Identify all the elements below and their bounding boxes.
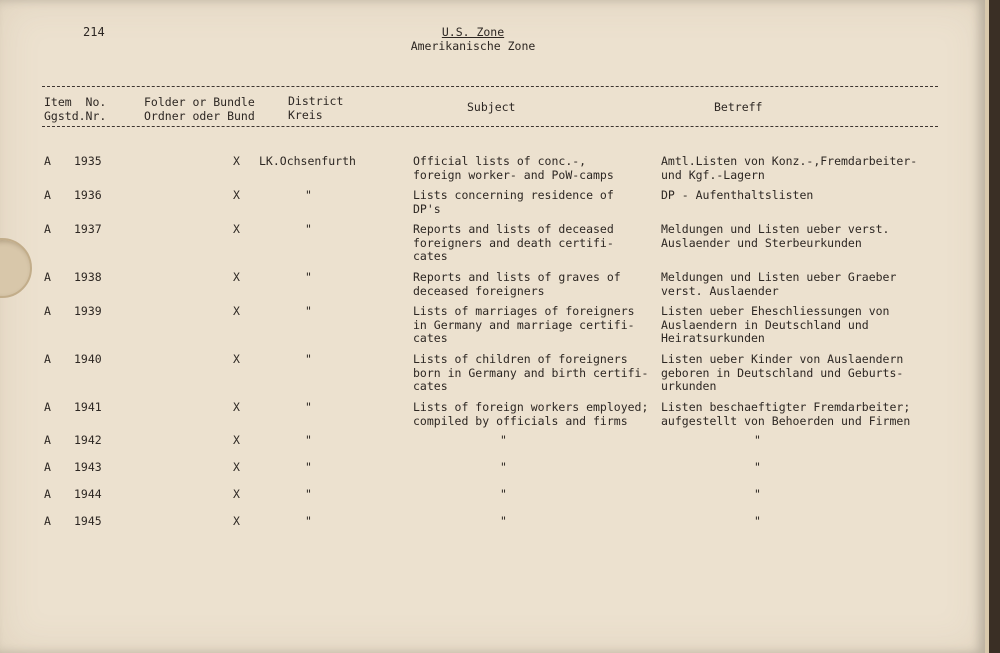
row-subject: ": [500, 487, 507, 501]
row-folder-mark: X: [233, 154, 240, 168]
row-betreff: ": [754, 487, 761, 501]
row-betreff: Listen ueber Eheschliessungen von Auslaendern in Deutschland und Heiratsurkunden: [661, 304, 890, 345]
row-district: ": [305, 400, 312, 414]
row-subject: Lists of marriages of foreigners in Germany and marriage certifi- cates: [413, 304, 635, 345]
row-betreff: Meldungen und Listen ueber verst. Auslaender und Sterbeurkunden: [661, 222, 890, 250]
row-folder-mark: X: [233, 400, 240, 414]
row-folder-mark: X: [233, 487, 240, 501]
row-betreff: Meldungen und Listen ueber Graeber verst. Auslaender: [661, 270, 897, 298]
page-number: 214: [83, 25, 105, 39]
row-folder-mark: X: [233, 514, 240, 528]
header-betreff: Betreff: [714, 100, 763, 114]
row-folder-mark: X: [233, 460, 240, 474]
row-subject: Official lists of conc.-, foreign worker- and PoW-camps: [413, 154, 614, 182]
row-folder-mark: X: [233, 188, 240, 202]
row-district: ": [305, 514, 312, 528]
row-subject: Lists of foreign workers employed; compiled by officials and firms: [413, 400, 649, 428]
row-subject: Reports and lists of deceased foreigners and death certifi- cates: [413, 222, 614, 263]
row-district: ": [305, 270, 312, 284]
row-folder-mark: X: [233, 222, 240, 236]
row-folder-mark: X: [233, 270, 240, 284]
row-subject: Reports and lists of graves of deceased foreigners: [413, 270, 621, 298]
row-item-letter: A: [44, 304, 51, 318]
row-item-letter: A: [44, 352, 51, 366]
row-subject: ": [500, 514, 507, 528]
header-bottom-rule: [42, 126, 938, 127]
row-district: ": [305, 460, 312, 474]
row-number: 1938: [74, 270, 102, 284]
row-folder-mark: X: [233, 304, 240, 318]
page-title: [410, 25, 536, 53]
row-number: 1942: [74, 433, 102, 447]
punch-hole: [0, 238, 32, 298]
header-folder: Folder or Bundle Ordner oder Bund: [144, 95, 255, 123]
row-number: 1936: [74, 188, 102, 202]
subtitle-text: Amerikanische Zone: [410, 39, 536, 53]
row-betreff: ": [754, 460, 761, 474]
header-subject: Subject: [467, 100, 516, 114]
row-number: 1943: [74, 460, 102, 474]
row-district: ": [305, 487, 312, 501]
row-betreff: Listen ueber Kinder von Auslaendern geboren in Deutschland und Geburts- urkunden: [661, 352, 904, 393]
row-folder-mark: X: [233, 433, 240, 447]
row-item-letter: A: [44, 154, 51, 168]
row-item-letter: A: [44, 487, 51, 501]
row-item-letter: A: [44, 460, 51, 474]
row-number: 1935: [74, 154, 102, 168]
row-district: ": [305, 304, 312, 318]
row-district: ": [305, 222, 312, 236]
row-item-letter: A: [44, 222, 51, 236]
title-text: U.S. Zone: [441, 25, 505, 39]
header-top-rule: [42, 86, 938, 87]
row-district: ": [305, 188, 312, 202]
row-item-letter: A: [44, 514, 51, 528]
header-item-no: Item No. Ggstd.Nr.: [44, 95, 107, 123]
row-number: 1937: [74, 222, 102, 236]
header-district: District Kreis: [288, 94, 344, 122]
row-number: 1944: [74, 487, 102, 501]
row-betreff: Amtl.Listen von Konz.-,Fremdarbeiter- und Kgf.-Lagern: [661, 154, 918, 182]
row-betreff: Listen beschaeftigter Fremdarbeiter; aufgestellt von Behoerden und Firmen: [661, 400, 911, 428]
row-subject: ": [500, 433, 507, 447]
row-subject: ": [500, 460, 507, 474]
row-number: 1939: [74, 304, 102, 318]
row-item-letter: A: [44, 188, 51, 202]
row-item-letter: A: [44, 270, 51, 284]
row-folder-mark: X: [233, 352, 240, 366]
row-betreff: DP - Aufenthaltslisten: [661, 188, 814, 202]
row-district: LK.Ochsenfurth: [259, 154, 356, 168]
row-number: 1945: [74, 514, 102, 528]
row-item-letter: A: [44, 400, 51, 414]
row-district: ": [305, 433, 312, 447]
row-subject: Lists of children of foreigners born in Germany and birth certifi- cates: [413, 352, 649, 393]
row-subject: Lists concerning residence of DP's: [413, 188, 614, 216]
row-item-letter: A: [44, 433, 51, 447]
row-district: ": [305, 352, 312, 366]
row-number: 1940: [74, 352, 102, 366]
row-number: 1941: [74, 400, 102, 414]
row-betreff: ": [754, 433, 761, 447]
row-betreff: ": [754, 514, 761, 528]
